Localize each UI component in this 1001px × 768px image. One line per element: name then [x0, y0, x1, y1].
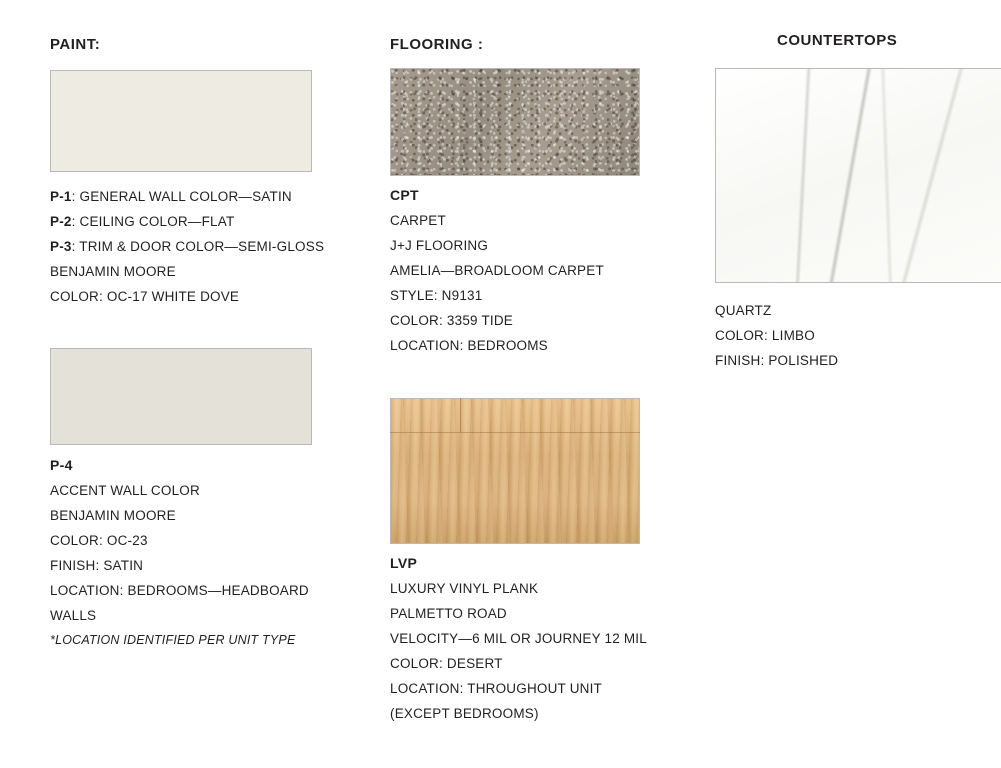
- spec-line: [50, 184, 360, 209]
- carpet-specs-list: [390, 208, 710, 358]
- spec-line: COLOR: OC-23: [50, 533, 148, 548]
- paint-text-p2: : CEILING COLOR—FLAT: [71, 214, 235, 229]
- paint-specs-group-2: [50, 452, 350, 653]
- paint-heading: PAINT:: [50, 36, 101, 53]
- spec-line: J+J FLOORING: [390, 238, 489, 253]
- paint-code-p2: P-2: [50, 214, 72, 229]
- spec-line: COLOR: 3359 TIDE: [390, 313, 513, 328]
- spec-line: LOCATION: BEDROOMS: [390, 338, 548, 353]
- lvp-code-label: LVP: [390, 555, 418, 571]
- spec-line: BENJAMIN MOORE: [50, 264, 176, 279]
- spec-line: LUXURY VINYL PLANK: [390, 581, 539, 596]
- spec-line: PALMETTO ROAD: [390, 606, 507, 621]
- carpet-swatch: [390, 68, 640, 176]
- carpet-code-label: CPT: [390, 187, 419, 203]
- countertop-specs-list: [715, 298, 1001, 373]
- spec-line: [50, 234, 360, 259]
- spec-line: AMELIA—BROADLOOM CARPET: [390, 263, 604, 278]
- paint-swatch-p4: [50, 348, 312, 445]
- paint-code-p1: P-1: [50, 189, 72, 204]
- spec-line: BENJAMIN MOORE: [50, 508, 176, 523]
- paint-code-p3: P-3: [50, 239, 72, 254]
- spec-line: CARPET: [390, 213, 446, 228]
- spec-line: [50, 209, 360, 234]
- paint-text-p1: : GENERAL WALL COLOR—SATIN: [71, 189, 292, 204]
- paint-swatch-p1: [50, 70, 312, 172]
- lvp-plank-seam-vertical: [460, 398, 461, 432]
- countertops-heading: COUNTERTOPS: [777, 32, 898, 49]
- spec-line: LOCATION: THROUGHOUT UNIT: [390, 681, 603, 696]
- lvp-specs-list: [390, 576, 710, 726]
- flooring-heading: FLOORING :: [390, 36, 484, 53]
- spec-line: FINISH: POLISHED: [715, 353, 839, 368]
- spec-line: COLOR: OC-17 WHITE DOVE: [50, 289, 240, 304]
- spec-line: WALLS: [50, 608, 97, 623]
- quartz-swatch: [715, 68, 1001, 283]
- paint-specs-group-1: [50, 184, 360, 309]
- paint-specs-p4-list: [50, 478, 350, 653]
- paint-code-p4: P-4: [50, 457, 73, 473]
- spec-line: QUARTZ: [715, 303, 772, 318]
- lvp-swatch: [390, 398, 640, 544]
- spec-line: LOCATION: BEDROOMS—HEADBOARD: [50, 583, 309, 598]
- paint-text-p3: : TRIM & DOOR COLOR—SEMI-GLOSS: [71, 239, 325, 254]
- lvp-plank-seam-horizontal: [390, 432, 640, 433]
- spec-line: STYLE: N9131: [390, 288, 483, 303]
- spec-line: VELOCITY—6 MIL OR JOURNEY 12 MIL: [390, 631, 647, 646]
- spec-line: FINISH: SATIN: [50, 558, 144, 573]
- spec-line: ACCENT WALL COLOR: [50, 483, 200, 498]
- spec-line: COLOR: LIMBO: [715, 328, 815, 343]
- spec-line: (EXCEPT BEDROOMS): [390, 706, 539, 721]
- spec-line: COLOR: DESERT: [390, 656, 503, 671]
- paint-location-note: *LOCATION IDENTIFIED PER UNIT TYPE: [50, 633, 296, 647]
